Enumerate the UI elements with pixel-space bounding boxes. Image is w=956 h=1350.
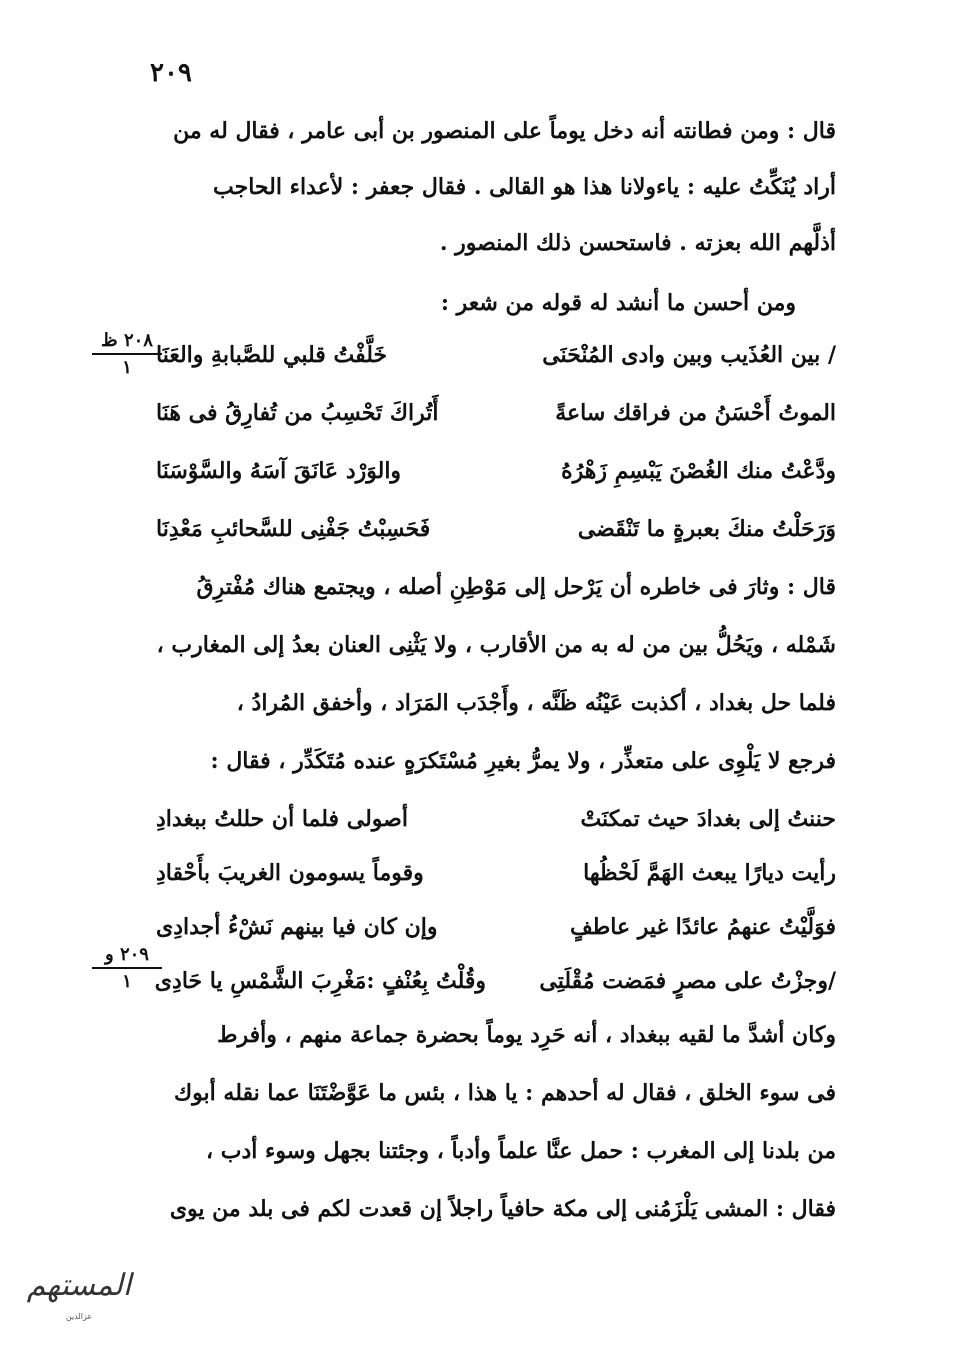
verse-line (156, 860, 836, 900)
verse-line (156, 914, 836, 954)
verse-line (156, 516, 836, 556)
verse-first-hemistich: وَرَحَلْتُ منكَ بعبرةٍ ما تَنْقَضى (577, 516, 836, 542)
paragraph-line: شَمْله ، ويَحُلُّ بين من له به من الأقارب ، ولا يَثْنِى العنان بعدُ إلى المغارب ، (156, 632, 836, 658)
paragraph-line: أراد يُنَكِّتُ عليه : ياءولانا هذا هو القالى . فقال جعفر : لأعداء الحاجب (213, 174, 836, 200)
verse-second-hemistich: أَتُراكَ تَحْسِبُ من تُفارِقُ فى هَنَا (156, 400, 439, 426)
verse-line (156, 342, 836, 382)
intro-line: ومن أحسن ما أنشد له قوله من شعر : (440, 290, 796, 316)
verse-second-hemistich: فَحَسِبْتُ جَفْنِى للسَّحائبِ مَعْدِنَا (156, 516, 431, 542)
folio-number: ٢٠٩ و (92, 944, 162, 969)
verse-second-hemistich: والوَرْد عَانَقَ آسَهُ والسَّوْسَنَا (156, 458, 402, 484)
stamp-subtitle: عزالدين (65, 1312, 93, 1321)
paragraph-1 (156, 118, 836, 278)
paragraph-line: فرجع لا يَلْوِى على متعذِّر ، ولا يمرُّ بغيرِ مُسْتَكرَهٍ عنده مُتَكَدِّر ، فقال : (210, 748, 836, 774)
paragraph-line: من بلدنا إلى المغرب : حمل عنَّا علماً وأدباً ، وجئتنا بجهل وسوء أدب ، (205, 1138, 836, 1164)
folio-sub-number: ١ (122, 357, 132, 378)
poem-1 (156, 342, 836, 562)
paragraph-line: أذلَّهم الله بعزته . فاستحسن ذلك المنصور . (439, 230, 836, 256)
verse-first-hemistich: /وجزْتُ على مصرٍ فمَضت مُقْلَتِى (539, 968, 836, 994)
verse-first-hemistich: حننتُ إلى بغدادَ حيث تمكنَتْ (580, 806, 836, 832)
verse-second-hemistich: أصولى فلما أن حللتُ ببغدادِ (156, 806, 408, 832)
folio-sub-number: ١ (122, 971, 132, 992)
paragraph-3 (156, 1022, 836, 1252)
paragraph-line: قال : ومن فطانته أنه دخل يوماً على المنصور بن أبى عامر ، فقال له من (173, 118, 836, 144)
poem-intro (156, 290, 836, 330)
paragraph-line: فقال : المشى يَلْزَمُنى إلى مكة حافياً راجلاً إن قعدت لكم فى بلد من يوى (169, 1196, 836, 1222)
folio-number: ٢٠٨ ظ (92, 330, 162, 355)
paragraph-line: قال : وثارَ فى خاطره أن يَرْحل إلى مَوْطِنِ أصله ، ويجتمع هناك مُفْترِقُ (196, 574, 836, 600)
verse-first-hemistich: الموتُ أَحْسَنُ من فراقك ساعةً (555, 400, 836, 426)
verse-second-hemistich: وقُلْتُ بِعُنْفٍ :مَغْرِبَ الشَّمْسِ يا حَادِى (154, 968, 486, 994)
paragraph-2 (156, 574, 836, 794)
paragraph-line: وكان أشدَّ ما لقيه ببغداد ، أنه حَرِد يوماً بحضرة جماعة منهم ، وأفرط (217, 1022, 836, 1048)
folio-margin-note (92, 330, 162, 378)
verse-second-hemistich: خَلَّفْتُ قلبي للصَّبابةِ والعَنَا (156, 342, 388, 368)
verse-line (156, 458, 836, 498)
poem-2 (156, 806, 836, 1016)
verse-line (156, 400, 836, 440)
verse-first-hemistich: ودَّعْتُ منك الغُصْنَ يَبْسِمِ زَهْرُهُ (561, 458, 836, 484)
verse-line (156, 806, 836, 846)
paragraph-line: فى سوء الخلق ، فقال له أحدهم : يا هذا ، بئس ما عَوَّضْتَنَا عما نقله أبوك (174, 1080, 836, 1106)
verse-second-hemistich: وإن كان فيا بينهم نَشْءُ أجدادِى (156, 914, 438, 940)
stamp-title: المستهم (26, 1268, 132, 1303)
paragraph-line: فلما حل بغداد ، أكذبت عَيْنُه ظَنَّه ، وأَجْدَب المَرَاد ، وأخفق المُرادُ ، (236, 690, 836, 716)
verse-first-hemistich: رأيت ديارًا يبعث الهَمَّ لَحْظُها (583, 860, 836, 886)
page-number: ٢٠٩ (150, 58, 192, 88)
verse-line (156, 968, 836, 1008)
folio-margin-note (92, 944, 162, 992)
verse-second-hemistich: وقوماً يسومون الغريبَ بأَحْقادِ (156, 860, 424, 886)
library-stamp-logo (14, 1268, 144, 1328)
verse-first-hemistich: فوَلَّيْتُ عنهمُ عائدًا غير عاطفٍ (569, 914, 836, 940)
verse-first-hemistich: / بين العُذَيب وبين وادى المُنْحَنَى (542, 342, 836, 368)
